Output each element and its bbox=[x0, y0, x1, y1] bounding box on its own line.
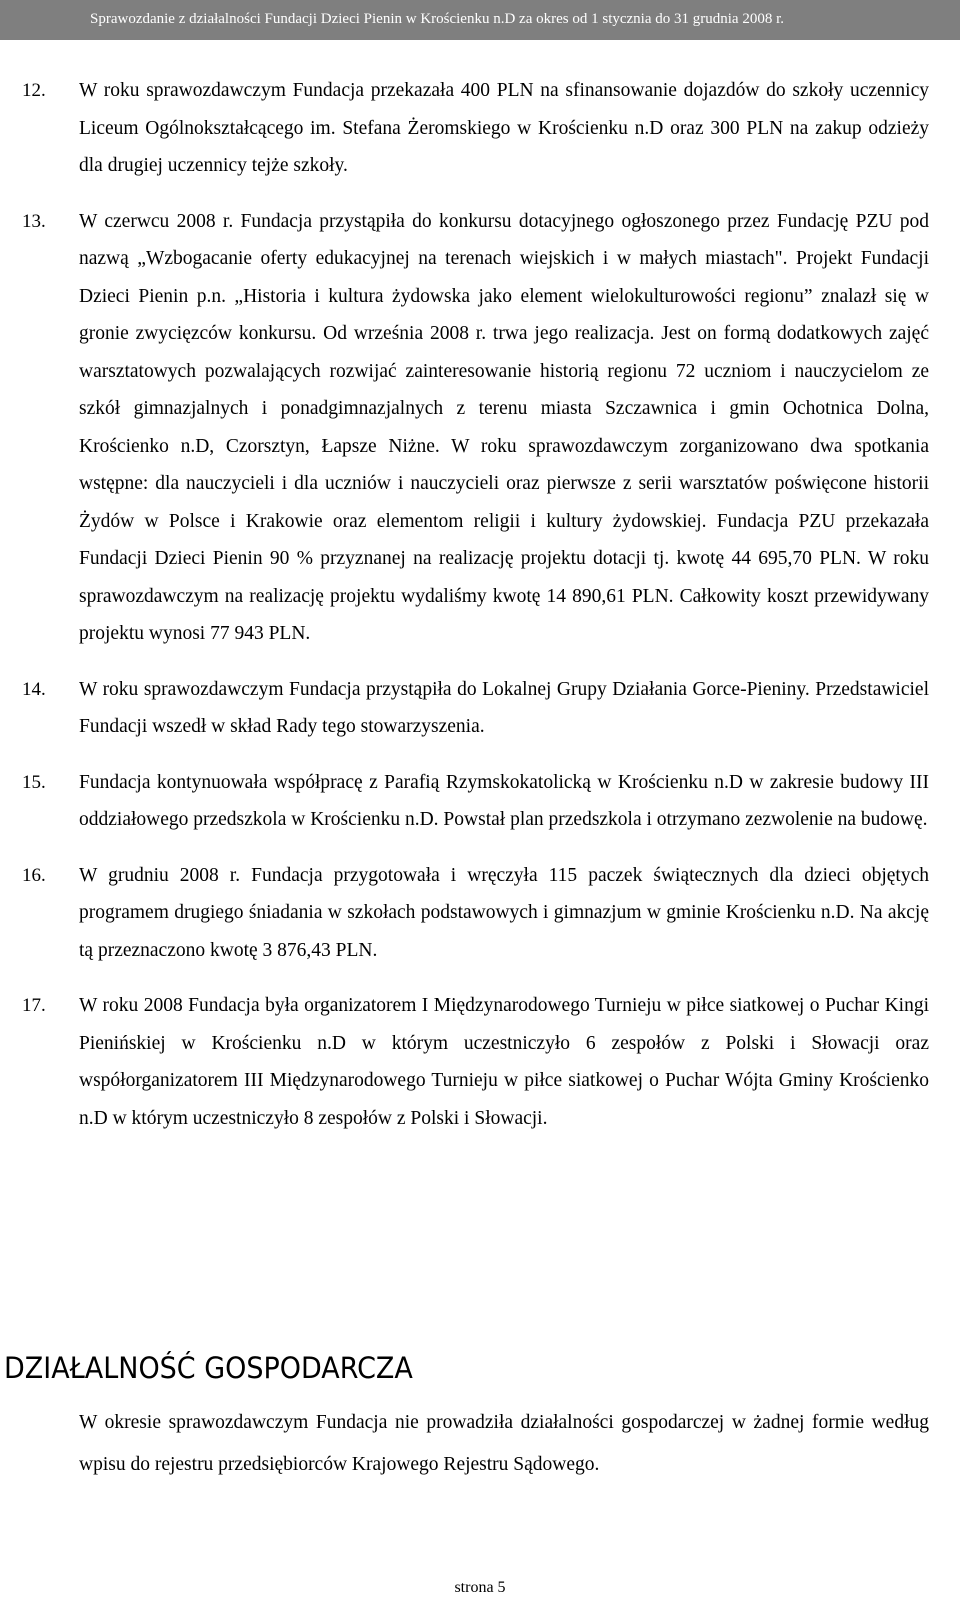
list-item-13 bbox=[0, 203, 960, 653]
list-item-text: W grudniu 2008 r. Fundacja przygotowała i wręczyła 115 paczek świątecznych dla dzieci objętych programem drugiego śniadania w szkołach podstawowych i gimnazjum w gminie Krościenku n.D. Na akcję tą przeznaczono kwotę 3 876,43 PLN. bbox=[79, 864, 929, 961]
list-item-text: W czerwcu 2008 r. Fundacja przystąpiła do konkursu dotacyjnego ogłoszonego przez Fundację PZU pod nazwą „Wzbogacanie oferty edukacyjnej na terenach wiejskich i w małych miastach". Projekt Fundacji Dzieci Pienin p.n. „Historia i kultura żydowska jako element wielokulturowości regionu” znalazł się w gronie zwycięzców konkursu. Od września 2008 r. trwa jego realizacja. Jest on formą dodatkowych zajęć warsztatowych pozwalających rozwijać zainteresowanie historią regionu 72 uczniom i nauczycielom ze szkół gimnazjalnych i ponadgimnazjalnych z terenu miasta Szczawnica i gmin Ochotnica Dolna, Krościenko n.D, Czorsztyn, Łapsze Niżne. W roku sprawozdawczym zorganizowano dwa spotkania wstępne: dla nauczycieli i dla uczniów i nauczycieli oraz pierwsze z serii warsztatów poświęcone historii Żydów w Polsce i Krakowie oraz elementom religii i kultury żydowskiej. Fundacja PZU przekazała Fundacji Dzieci Pienin 90 % przyznanej na realizację projektu dotacji tj. kwotę 44 695,70 PLN. W roku sprawozdawczym na realizację projektu wydaliśmy kwotę 14 890,61 PLN. Całkowity koszt przewidywany projektu wynosi 77 943 PLN. bbox=[79, 210, 929, 644]
list-item-text: Fundacja kontynuowała współpracę z Parafią Rzymskokatolicką w Krościenku n.D w zakresie budowy III oddziałowego przedszkola w Krościenku n.D. Powstał plan przedszkola i otrzymano zezwolenie na budowę. bbox=[79, 771, 929, 830]
section-paragraph: W okresie sprawozdawczym Fundacja nie prowadziła działalności gospodarczej w żadnej formie według wpisu do rejestru przedsiębiorców Krajowego Rejestru Sądowego. bbox=[79, 1412, 929, 1475]
list-item-number: 17. bbox=[22, 995, 46, 1016]
list-item-number: 16. bbox=[22, 864, 46, 886]
numbered-list bbox=[0, 72, 960, 1155]
section-heading: DZIAŁALNOŚĆ GOSPODARCZA bbox=[4, 1351, 413, 1385]
list-item-number: 15. bbox=[22, 771, 46, 793]
list-item-16 bbox=[0, 857, 960, 970]
header-title: Sprawozdanie z działalności Fundacji Dzieci Pienin w Krościenku n.D za okres od 1 stycznia do 31 grudnia 2008 r. bbox=[90, 11, 784, 27]
list-item-text: W roku sprawozdawczym Fundacja przystąpiła do Lokalnej Grupy Działania Gorce-Pieniny. Przedstawiciel Fundacji wszedł w skład Rady tego stowarzyszenia. bbox=[79, 678, 929, 737]
list-item-text: W roku sprawozdawczym Fundacja przekazała 400 PLN na sfinansowanie dojazdów do szkoły uczennicy Liceum Ogólnokształcącego im. Stefana Żeromskiego w Krościenku n.D oraz 300 PLN na zakup odzieży dla drugiej uczennicy tejże szkoły. bbox=[79, 80, 929, 176]
list-item-number: 12. bbox=[22, 80, 46, 101]
list-item-15 bbox=[0, 764, 960, 839]
list-item-number: 14. bbox=[22, 678, 46, 700]
list-item-17 bbox=[0, 987, 960, 1137]
list-item-text: W roku 2008 Fundacja była organizatorem I Międzynarodowego Turnieju w piłce siatkowej o Puchar Kingi Pienińskiej w Krościenku n.D w którym uczestniczyło 6 zespołów z Polski i Słowacji oraz współorganizatorem III Międzynarodowego Turnieju w piłce siatkowej o Puchar Wójta Gminy Krościenko n.D w którym uczestniczyło 8 zespołów z Polski i Słowacji. bbox=[79, 995, 929, 1129]
page-number: strona 5 bbox=[454, 1579, 506, 1596]
list-item-14 bbox=[0, 671, 960, 746]
list-item-12 bbox=[0, 72, 960, 185]
page-header bbox=[0, 0, 960, 40]
list-item-number: 13. bbox=[22, 210, 46, 232]
